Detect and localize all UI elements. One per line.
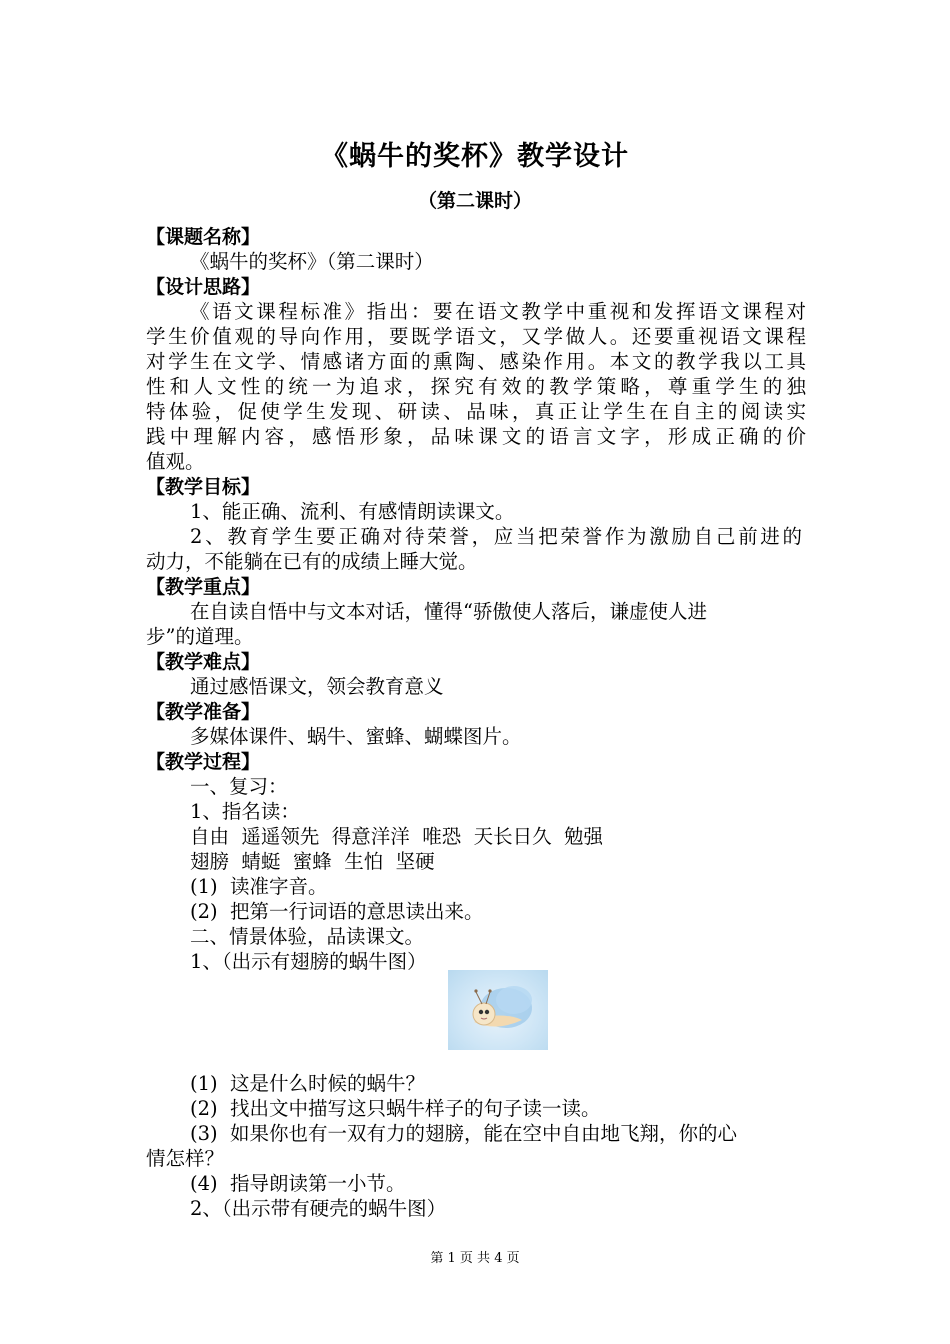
section-text: 性和人文性的统一为追求，探究有效的教学策略，尊重学生的独 (146, 375, 806, 398)
section-heading: 【教学准备】 (146, 701, 261, 723)
section-heading: 【教学难点】 (146, 651, 261, 673)
section-text: 在自读自悟中与文本对话，懂得“骄傲使人落后，谦虚使人进 (190, 600, 707, 623)
section-text: (1) 这是什么时候的蜗牛？ (190, 1072, 426, 1095)
section-heading: 【教学目标】 (146, 476, 261, 498)
document-subtitle: （第二课时） (417, 190, 532, 212)
section-text: 践中理解内容，感悟形象，品味课文的语言文字，形成正确的价 (146, 425, 806, 448)
section-text: 2、（出示带有硬壳的蜗牛图） (190, 1197, 447, 1220)
section-heading: 【教学过程】 (146, 751, 261, 773)
section-text: 2、教育学生要正确对待荣誉，应当把荣誉作为激励自己前进的 (190, 525, 802, 548)
section-heading: 【教学重点】 (146, 576, 261, 598)
section-text: 动力，不能躺在已有的成绩上睡大觉。 (146, 550, 478, 573)
section-text: 步”的道理。 (146, 625, 254, 648)
section-text: 二、情景体验，品读课文。 (190, 925, 425, 948)
document-title: 《蜗牛的奖杯》教学设计 (321, 141, 629, 172)
section-text: 多媒体课件、蜗牛、蜜蜂、蝴蝶图片。 (190, 725, 522, 748)
section-text: 《语文课程标准》指出：要在语文教学中重视和发挥语文课程对 (190, 300, 806, 323)
section-text: 特体验，促使学生发现、研读、品味，真正让学生在自主的阅读实 (146, 400, 806, 423)
section-text: 1、（出示有翅膀的蜗牛图） (190, 950, 427, 973)
section-text: (4) 指导朗读第一小节。 (190, 1172, 406, 1195)
section-text: 1、能正确、流利、有感情朗读课文。 (190, 500, 515, 523)
vocabulary-row: 翅膀 蜻蜓 蜜蜂 生怕 坚硬 (190, 850, 435, 873)
section-heading: 【课题名称】 (146, 226, 261, 248)
section-text: (2) 找出文中描写这只蜗牛样子的句子读一读。 (190, 1097, 601, 1120)
section-text: (3) 如果你也有一双有力的翅膀，能在空中自由地飞翔，你的心 (190, 1122, 738, 1145)
section-text: 一、复习： (190, 775, 288, 798)
section-text: 值观。 (146, 450, 205, 473)
winged-snail-image (448, 970, 548, 1050)
section-text: (1) 读准字音。 (190, 875, 328, 898)
section-heading: 【设计思路】 (146, 276, 261, 298)
section-text: 《蜗牛的奖杯》（第二课时） (190, 250, 434, 273)
section-text: 学生价值观的导向作用，要既学语文，又学做人。还要重视语文课程 (146, 325, 806, 348)
section-text: 情怎样？ (146, 1147, 225, 1170)
section-text: (2) 把第一行词语的意思读出来。 (190, 900, 484, 923)
section-text: 通过感悟课文，领会教育意义 (190, 675, 444, 698)
section-text: 1、指名读： (190, 800, 300, 823)
snail-illustration (448, 970, 548, 1050)
page-footer: 第 1 页 共 4 页 (430, 1251, 520, 1266)
section-text: 对学生在文学、情感诸方面的熏陶、感染作用。本文的教学我以工具 (146, 350, 806, 373)
vocabulary-row: 自由 遥遥领先 得意洋洋 唯恐 天长日久 勉强 (190, 825, 603, 848)
